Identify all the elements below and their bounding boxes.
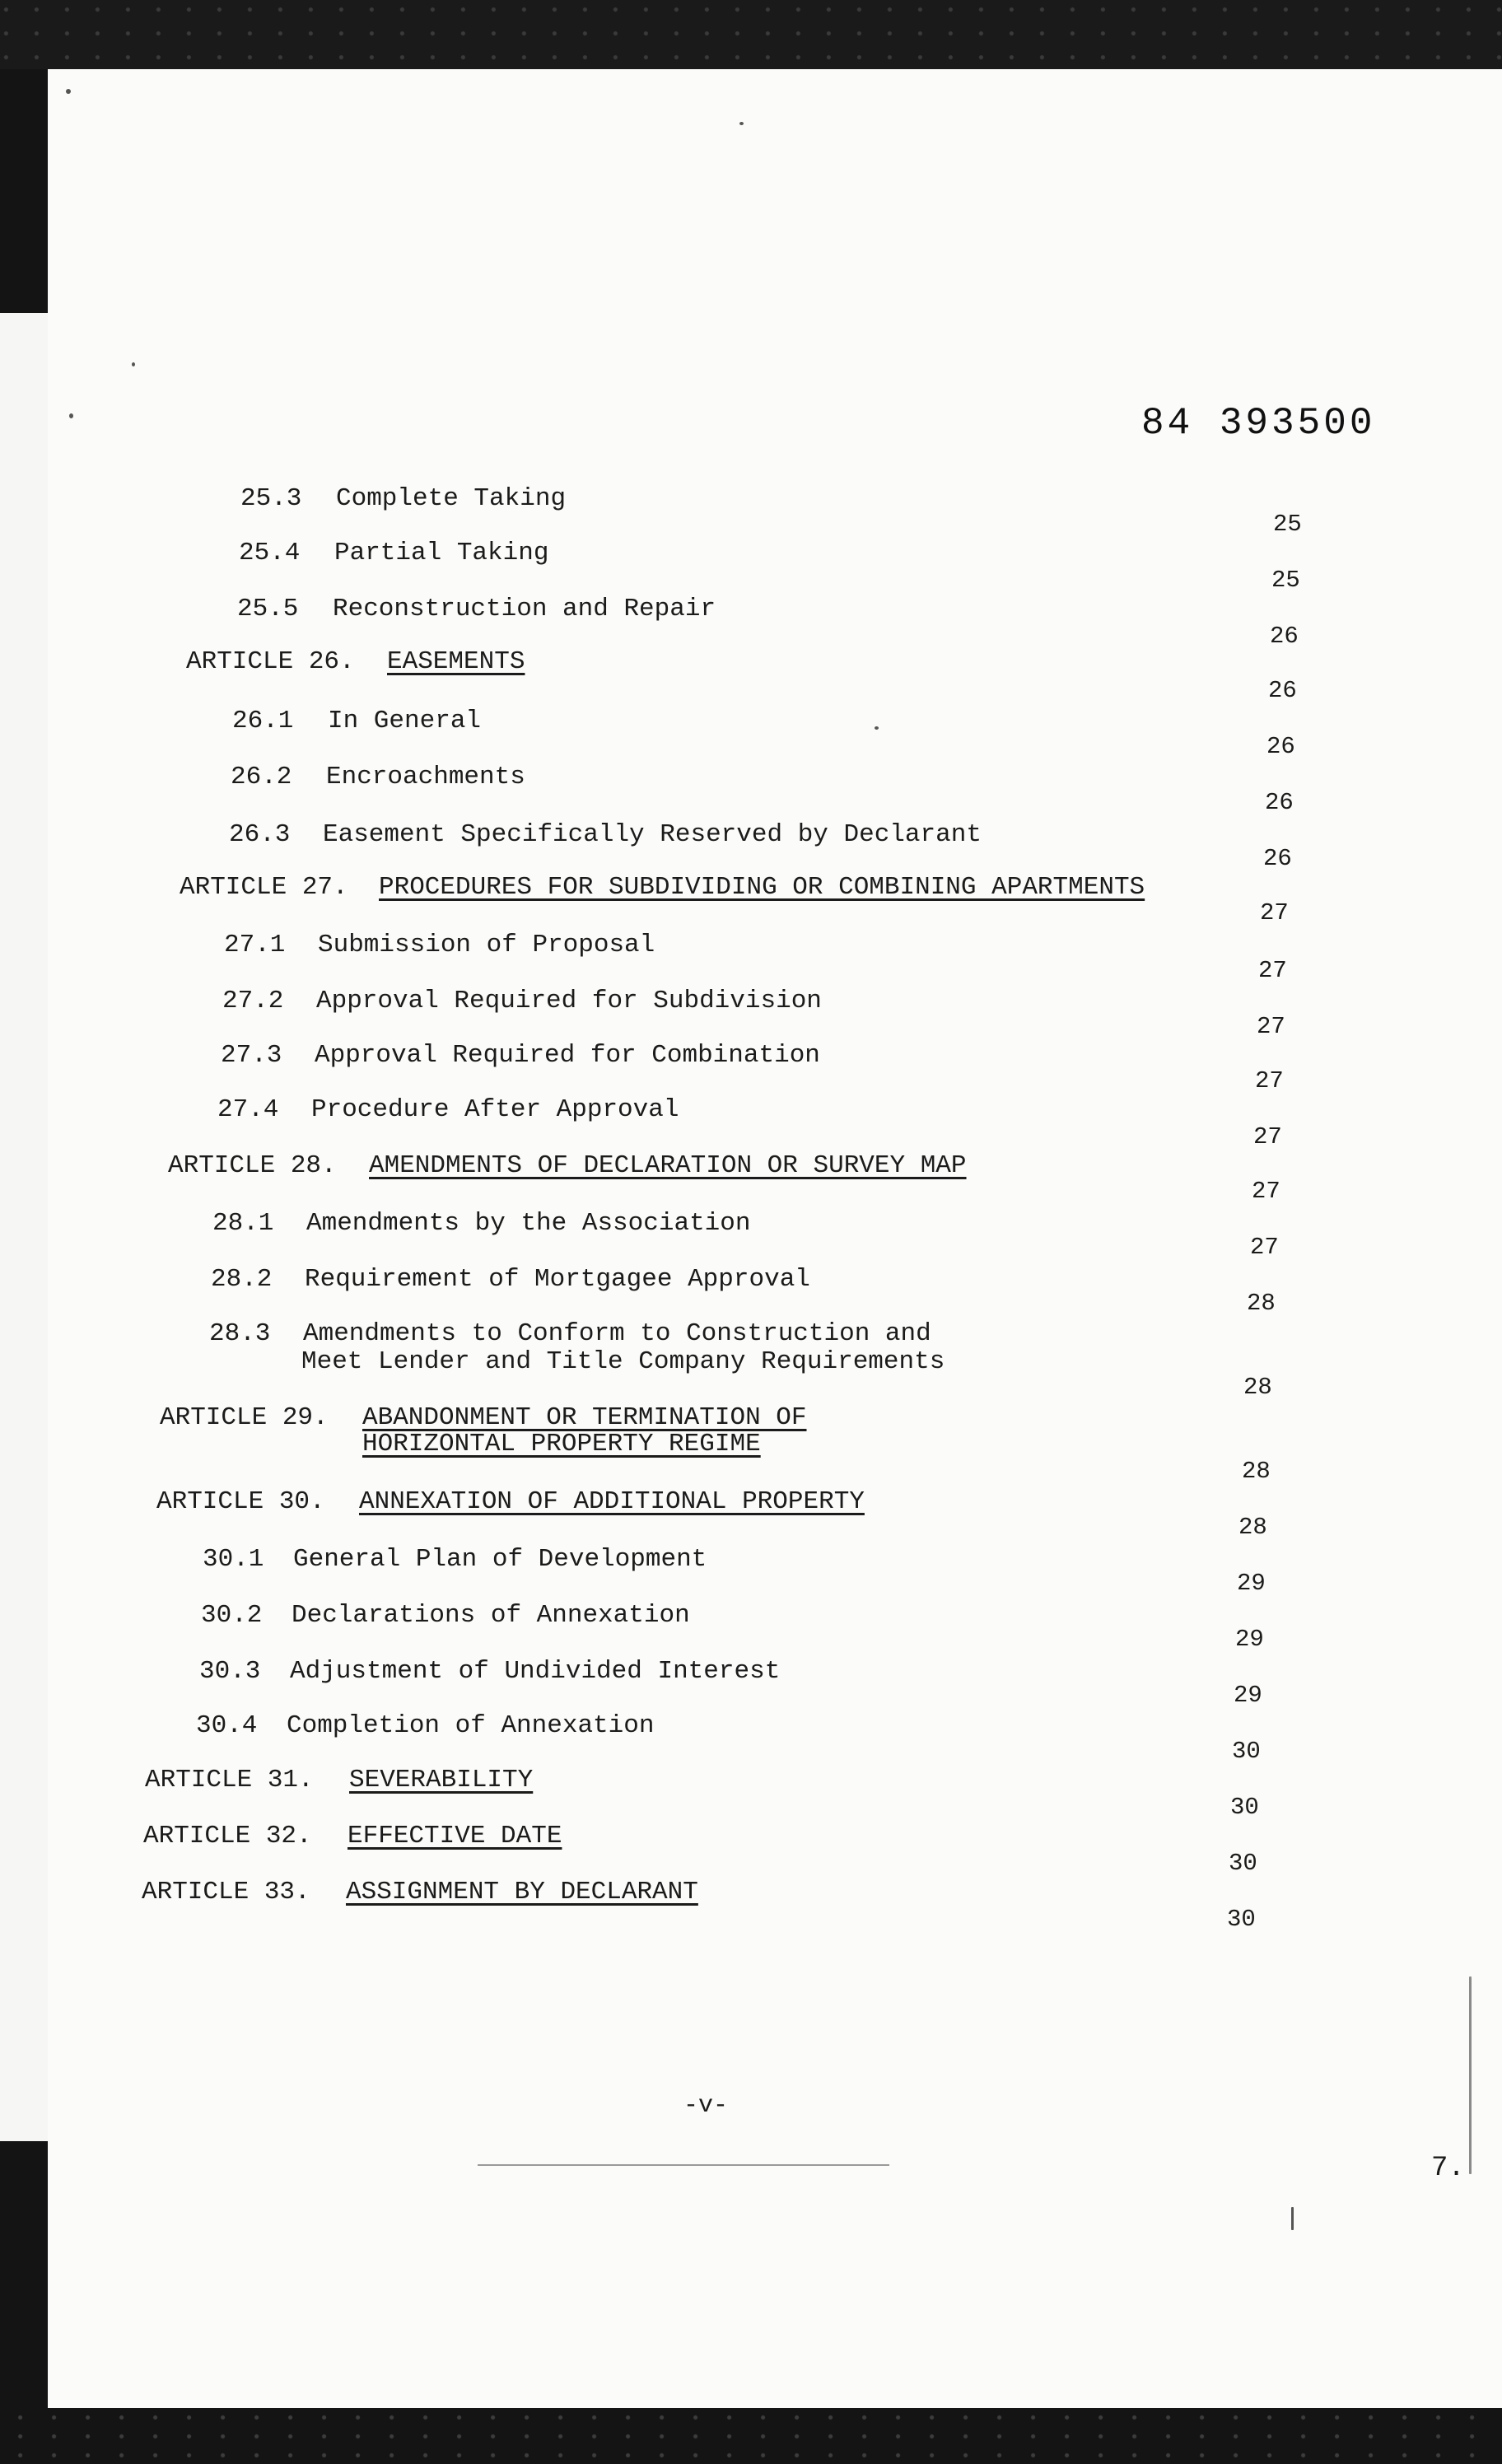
entry-page: 28 <box>1243 1374 1272 1401</box>
entry-page: 27 <box>1253 1123 1282 1150</box>
entry-number: 26.2 <box>231 763 292 791</box>
article-title: SEVERABILITY <box>349 1766 534 1794</box>
entry-number: 28.3 <box>209 1319 271 1348</box>
entry-number: 28.1 <box>212 1209 274 1238</box>
entry-number: 30.1 <box>203 1545 264 1574</box>
entry-page: 30 <box>1232 1738 1261 1765</box>
scan-speck <box>69 413 73 418</box>
entry-title: Easement Specifically Reserved by Declarant <box>323 820 982 849</box>
entry-number: 27.2 <box>222 987 284 1015</box>
entry-title: Partial Taking <box>334 539 549 567</box>
entry-title: Completion of Annexation <box>287 1711 655 1740</box>
scan-artifact-line <box>478 2164 889 2166</box>
entry-page: 26 <box>1270 623 1299 650</box>
entry-number: 30.2 <box>201 1601 263 1630</box>
entry-page: 29 <box>1235 1626 1264 1653</box>
entry-title: Amendments to Conform to Construction and <box>303 1319 931 1348</box>
entry-page: 30 <box>1230 1794 1259 1821</box>
entry-title: Procedure After Approval <box>311 1095 679 1124</box>
entry-title: Requirement of Mortgagee Approval <box>305 1265 810 1294</box>
article-number: ARTICLE 26. <box>186 647 355 676</box>
entry-number: 26.1 <box>232 707 294 735</box>
entry-page: 25 <box>1271 567 1300 594</box>
entry-title: Approval Required for Subdivision <box>316 987 822 1015</box>
entry-page: 30 <box>1229 1850 1257 1877</box>
article-number: ARTICLE 31. <box>145 1766 314 1794</box>
entry-number: 27.1 <box>224 931 286 959</box>
entry-title: Submission of Proposal <box>318 931 655 959</box>
entry-number: 28.2 <box>211 1265 273 1294</box>
article-number: ARTICLE 29. <box>160 1403 329 1432</box>
entry-number: 30.4 <box>196 1711 258 1740</box>
article-title: EFFECTIVE DATE <box>348 1822 562 1850</box>
entry-title: Amendments by the Association <box>306 1209 751 1238</box>
entry-number: 27.4 <box>217 1095 279 1124</box>
entry-page: 30 <box>1227 1906 1256 1933</box>
entry-number: 25.3 <box>240 484 302 513</box>
entry-page: 26 <box>1265 789 1294 816</box>
entry-page: 28 <box>1242 1458 1271 1485</box>
entry-page: 28 <box>1247 1290 1276 1317</box>
entry-title: Complete Taking <box>336 484 567 513</box>
footer-page-label: -v- <box>683 2092 729 2120</box>
article-title: ASSIGNMENT BY DECLARANT <box>346 1878 698 1906</box>
entry-number: 27.3 <box>221 1041 282 1070</box>
article-title: AMENDMENTS OF DECLARATION OR SURVEY MAP <box>369 1151 967 1180</box>
article-number: ARTICLE 27. <box>180 873 348 902</box>
entry-number: 26.3 <box>229 820 291 849</box>
entry-page: 27 <box>1260 899 1289 926</box>
article-number: ARTICLE 30. <box>156 1487 325 1516</box>
article-title: PROCEDURES FOR SUBDIVIDING OR COMBINING APARTMENTS <box>379 873 1145 902</box>
scan-artifact-edge <box>1469 1976 1472 2174</box>
entry-number: 25.4 <box>239 539 301 567</box>
article-number: ARTICLE 28. <box>168 1151 337 1180</box>
entry-page: 27 <box>1250 1234 1279 1261</box>
entry-page: 27 <box>1252 1178 1280 1205</box>
document-number: 84 393500 <box>1141 402 1376 445</box>
entry-page: 29 <box>1237 1570 1266 1597</box>
scan-speck <box>66 89 71 94</box>
article-title: ANNEXATION OF ADDITIONAL PROPERTY <box>359 1487 865 1516</box>
entry-title: Adjustment of Undivided Interest <box>290 1657 781 1686</box>
entry-page: 29 <box>1234 1682 1262 1709</box>
entry-page: 26 <box>1266 733 1295 760</box>
entry-title: Approval Required for Combination <box>315 1041 820 1070</box>
entry-page: 27 <box>1255 1067 1284 1094</box>
entry-page: 27 <box>1258 957 1287 984</box>
article-title: ABANDONMENT OR TERMINATION OF <box>362 1403 807 1432</box>
scan-speck <box>875 726 879 730</box>
entry-page: 28 <box>1238 1514 1267 1541</box>
article-number: ARTICLE 33. <box>142 1878 310 1906</box>
article-title: EASEMENTS <box>387 647 525 676</box>
entry-page: 27 <box>1257 1013 1285 1040</box>
scan-border-bottom <box>0 2408 1502 2464</box>
article-number: ARTICLE 32. <box>143 1822 312 1850</box>
scan-speck <box>132 362 135 366</box>
entry-number: 25.5 <box>237 595 299 623</box>
scan-speck <box>739 122 744 125</box>
entry-title-continued: Meet Lender and Title Company Requirements <box>301 1347 945 1376</box>
entry-title: General Plan of Development <box>293 1545 707 1574</box>
scan-border-left <box>0 313 48 2141</box>
entry-title: Declarations of Annexation <box>292 1601 690 1630</box>
scan-border-top <box>0 0 1502 69</box>
margin-mark: 7. <box>1431 2153 1465 2184</box>
article-title-continued: HORIZONTAL PROPERTY REGIME <box>362 1430 761 1458</box>
entry-page: 26 <box>1263 845 1292 872</box>
entry-title: Reconstruction and Repair <box>333 595 716 623</box>
entry-page: 25 <box>1273 511 1302 538</box>
entry-title: In General <box>328 707 482 735</box>
entry-number: 30.3 <box>199 1657 261 1686</box>
entry-page: 26 <box>1268 677 1297 704</box>
scan-speck <box>1291 2207 1294 2230</box>
entry-title: Encroachments <box>326 763 525 791</box>
